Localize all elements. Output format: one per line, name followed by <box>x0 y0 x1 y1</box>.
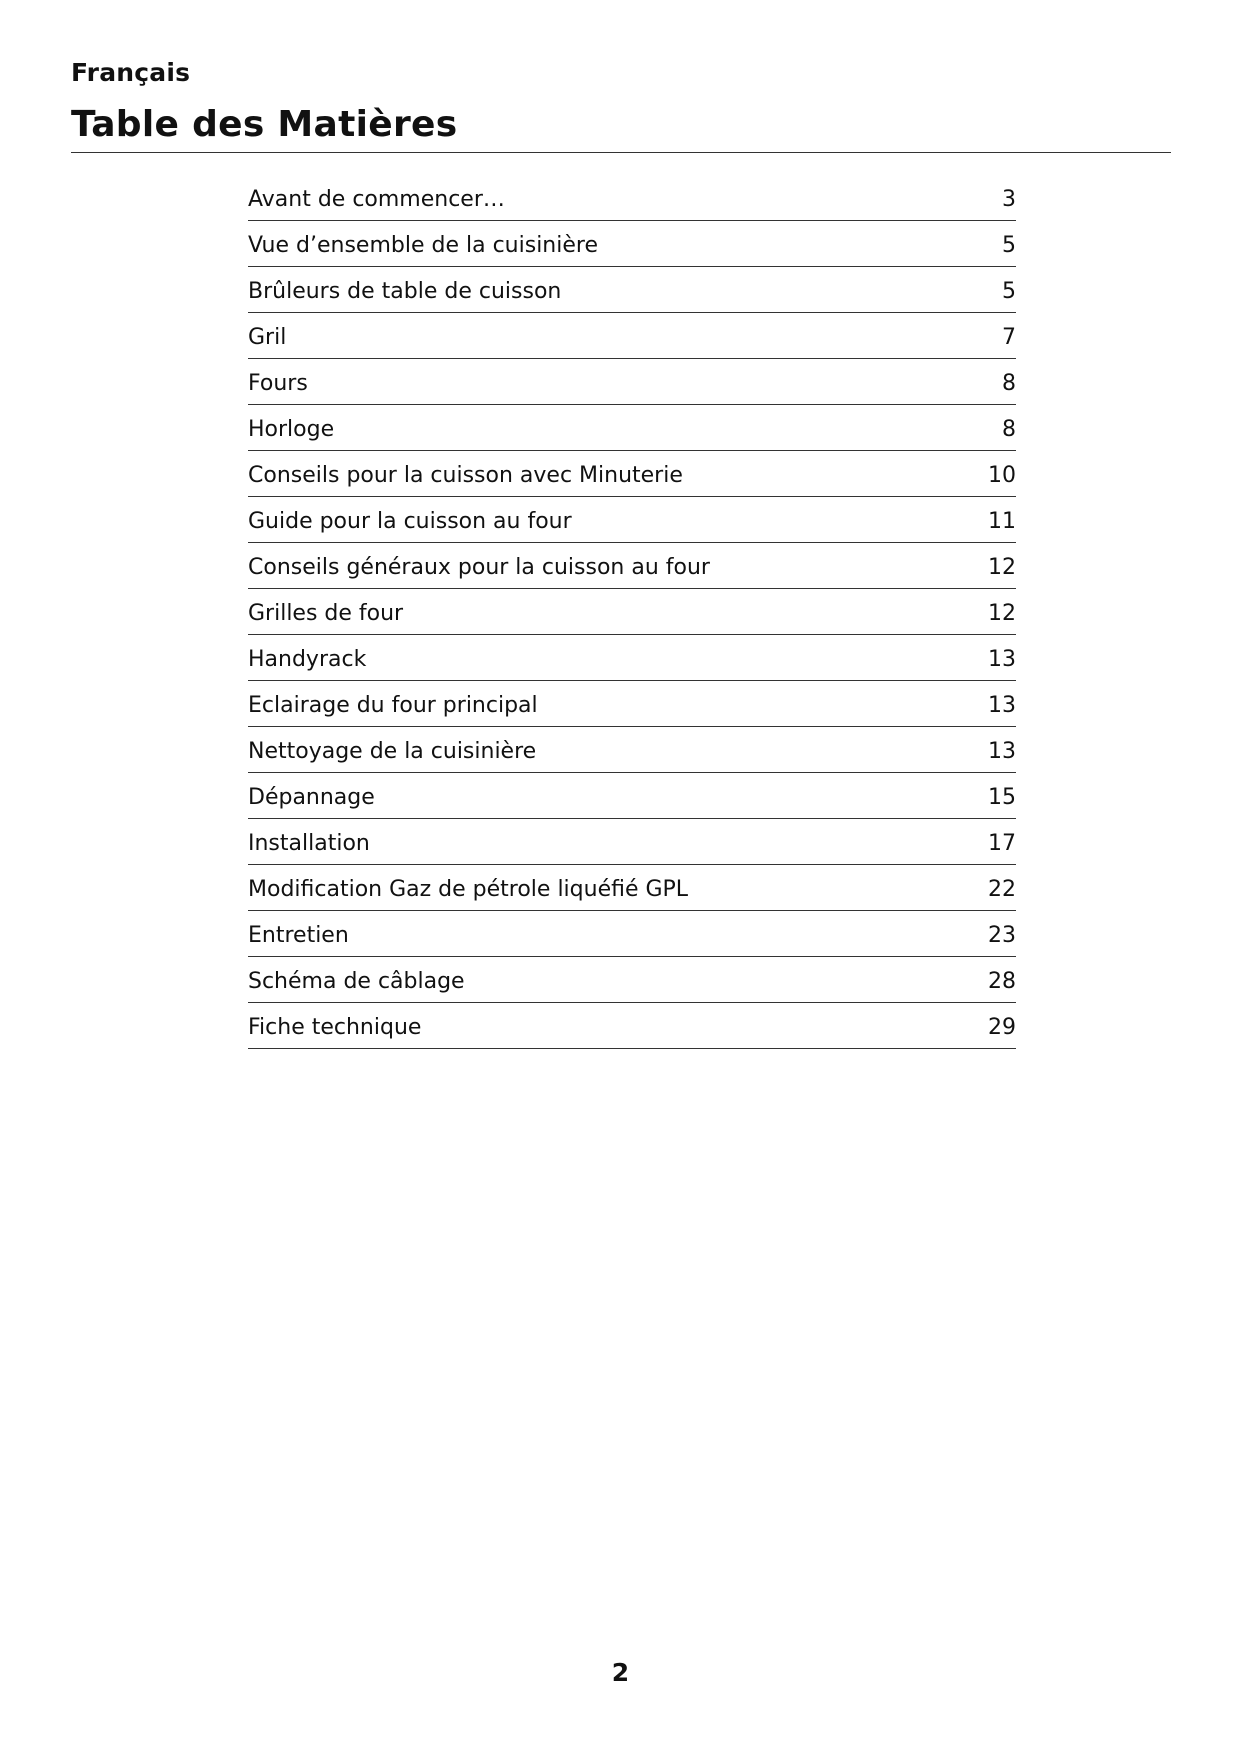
toc-entry <box>248 589 1016 635</box>
toc-entry-title: Conseils pour la cuisson avec Minuterie <box>248 463 683 488</box>
toc-entry-title: Installation <box>248 831 370 856</box>
toc-entry <box>248 957 1016 1003</box>
toc-entry-title: Conseils généraux pour la cuisson au four <box>248 555 710 580</box>
title-divider <box>71 152 1171 153</box>
toc-entry-title: Eclairage du four principal <box>248 693 538 718</box>
toc-entry-page: 3 <box>1002 187 1016 212</box>
toc-entry-page: 23 <box>988 923 1016 948</box>
toc-entry <box>248 175 1016 221</box>
toc-entry-title: Handyrack <box>248 647 367 672</box>
toc-entry <box>248 911 1016 957</box>
toc-entry-page: 15 <box>988 785 1016 810</box>
toc-entry-title: Horloge <box>248 417 335 442</box>
language-label: Français <box>71 58 191 87</box>
toc-entry <box>248 451 1016 497</box>
toc-entry-page: 13 <box>988 739 1016 764</box>
toc-entry-title: Gril <box>248 325 287 350</box>
toc-entry-title: Dépannage <box>248 785 375 810</box>
toc-entry-page: 12 <box>988 601 1016 626</box>
toc-entry-page: 7 <box>1002 325 1016 350</box>
toc-entry-page: 17 <box>988 831 1016 856</box>
page-number: 2 <box>611 1658 630 1687</box>
toc-entry <box>248 359 1016 405</box>
toc-entry <box>248 221 1016 267</box>
toc-entry-title: Brûleurs de table de cuisson <box>248 279 562 304</box>
toc-entry <box>248 681 1016 727</box>
toc-entry-page: 28 <box>988 969 1016 994</box>
toc-entry <box>248 865 1016 911</box>
toc-entry-title: Fours <box>248 371 308 396</box>
toc-entry <box>248 313 1016 359</box>
toc-entry <box>248 543 1016 589</box>
toc-entry <box>248 405 1016 451</box>
toc-entry-page: 10 <box>988 463 1016 488</box>
toc-entry-page: 5 <box>1002 233 1016 258</box>
toc-entry <box>248 773 1016 819</box>
toc-entry-page: 5 <box>1002 279 1016 304</box>
toc-entry-title: Entretien <box>248 923 349 948</box>
toc-entry-page: 8 <box>1002 417 1016 442</box>
toc-entry-page: 8 <box>1002 371 1016 396</box>
toc-entry-title: Modification Gaz de pétrole liquéfié GPL <box>248 877 689 902</box>
toc-entry <box>248 497 1016 543</box>
toc-entry <box>248 819 1016 865</box>
toc-entry <box>248 635 1016 681</box>
toc-entry-page: 22 <box>988 877 1016 902</box>
toc-entry-page: 11 <box>988 509 1016 534</box>
toc-entry-title: Avant de commencer… <box>248 187 505 212</box>
toc-entry <box>248 267 1016 313</box>
toc-entry-title: Vue d’ensemble de la cuisinière <box>248 233 598 258</box>
toc-entry-page: 12 <box>988 555 1016 580</box>
toc-entry-title: Guide pour la cuisson au four <box>248 509 572 534</box>
toc-entry-title: Grilles de four <box>248 601 404 626</box>
toc-entry <box>248 727 1016 773</box>
table-of-contents <box>248 175 1016 1049</box>
page-title: Table des Matières <box>71 104 458 145</box>
toc-entry-page: 13 <box>988 647 1016 672</box>
toc-entry-page: 13 <box>988 693 1016 718</box>
toc-entry-page: 29 <box>988 1015 1016 1040</box>
toc-entry-title: Schéma de câblage <box>248 969 465 994</box>
toc-entry-title: Nettoyage de la cuisinière <box>248 739 537 764</box>
toc-entry-title: Fiche technique <box>248 1015 422 1040</box>
toc-entry <box>248 1003 1016 1049</box>
